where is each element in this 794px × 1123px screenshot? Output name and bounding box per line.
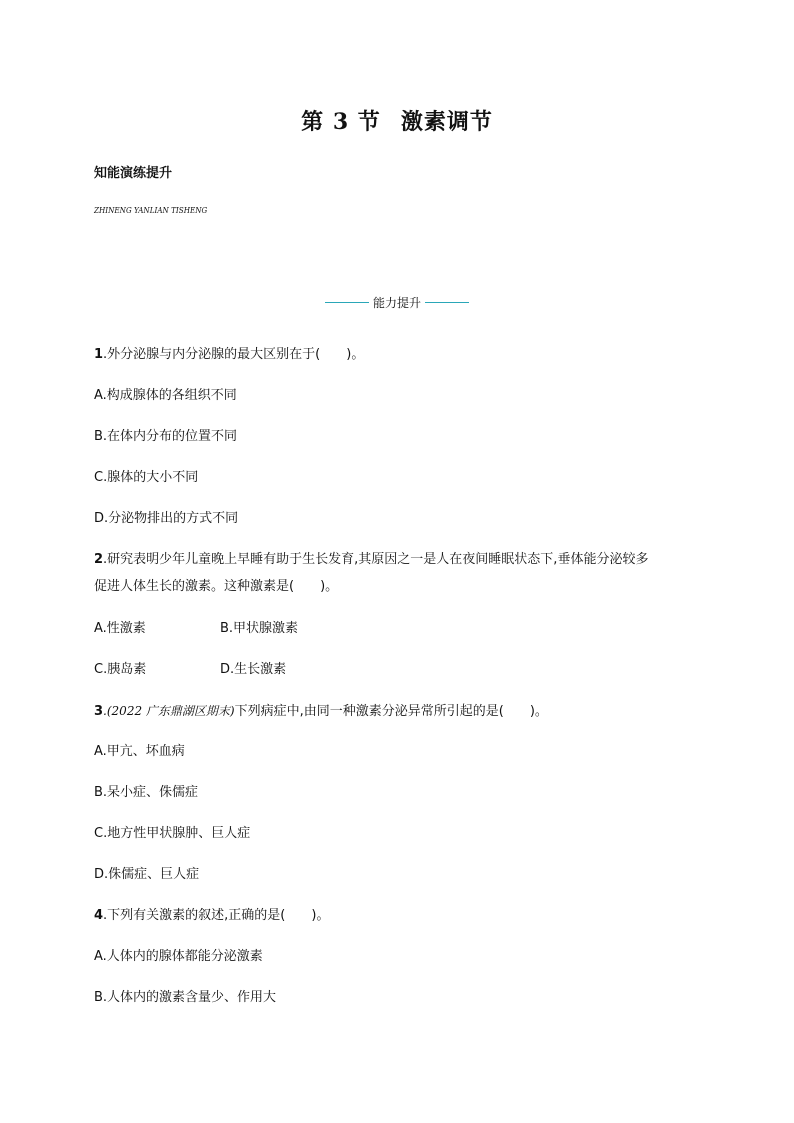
question-text-end: )。 [311, 908, 330, 923]
page-title-topic: 激素调节 [400, 109, 493, 135]
question-1-option-d: D.分泌物排出的方式不同 [94, 511, 239, 526]
question-1-option-b: B.在体内分布的位置不同 [94, 429, 238, 444]
question-1-option-c: C.腺体的大小不同 [94, 470, 199, 485]
question-2-option-d: D.生长激素 [220, 662, 287, 677]
question-4-option-b: B.人体内的激素含量少、作用大 [94, 990, 277, 1005]
question-source: .(2022 广东鼎湖区期末) [103, 704, 235, 718]
question-text-end: )。 [320, 579, 339, 594]
question-text-end: )。 [346, 347, 365, 362]
subtitle-pinyin: ZHINENG YANLIAN TISHENG [94, 206, 208, 215]
page-title [0, 105, 794, 136]
section-rule-left [325, 302, 369, 303]
question-1-option-a: A.构成腺体的各组织不同 [94, 388, 237, 403]
question-text: 下列病症中,由同一种激素分泌异常所引起的是( [234, 704, 504, 719]
question-text: 促进人体生长的激素。这种激素是( [94, 579, 295, 594]
question-3-stem [94, 702, 548, 721]
question-3-option-b: B.呆小症、侏儒症 [94, 785, 199, 800]
subtitle: 知能演练提升 [94, 166, 173, 181]
question-text-end: )。 [529, 704, 548, 719]
question-2-stem-line1 [94, 551, 648, 569]
question-3-option-a: A.甲亢、坏血病 [94, 744, 185, 759]
question-4-option-a: A.人体内的腺体都能分泌激素 [94, 949, 263, 964]
question-number: 3 [94, 704, 104, 719]
question-2-option-a: A.性激素 [94, 621, 146, 636]
section-rule-right [425, 302, 469, 303]
question-2-option-c: C.胰岛素 [94, 662, 147, 677]
question-number: 2 [94, 552, 104, 567]
page-title-section-number: 第 3 节 [301, 109, 381, 135]
question-2-option-b: B.甲状腺激素 [220, 621, 299, 636]
question-text: .研究表明少年儿童晚上早睡有助于生长发育,其原因之一是人在夜间睡眠状态下,垂体能分泌较多 [103, 552, 649, 567]
question-text: .外分泌腺与内分泌腺的最大区别在于( [103, 347, 321, 362]
question-3-option-d: D.侏儒症、巨人症 [94, 867, 200, 882]
section-heading-label: 能力提升 [372, 296, 421, 310]
question-4-stem [94, 907, 329, 925]
question-2-options-row1 [94, 620, 146, 638]
question-3-option-c: C.地方性甲状腺肿、巨人症 [94, 826, 251, 841]
question-number: 1 [94, 347, 104, 362]
question-text: .下列有关激素的叙述,正确的是( [103, 908, 286, 923]
question-2-options-row2 [94, 661, 146, 679]
question-1-stem [94, 346, 364, 364]
question-number: 4 [94, 908, 104, 923]
question-2-stem-line2 [94, 578, 338, 596]
section-heading [0, 294, 794, 311]
